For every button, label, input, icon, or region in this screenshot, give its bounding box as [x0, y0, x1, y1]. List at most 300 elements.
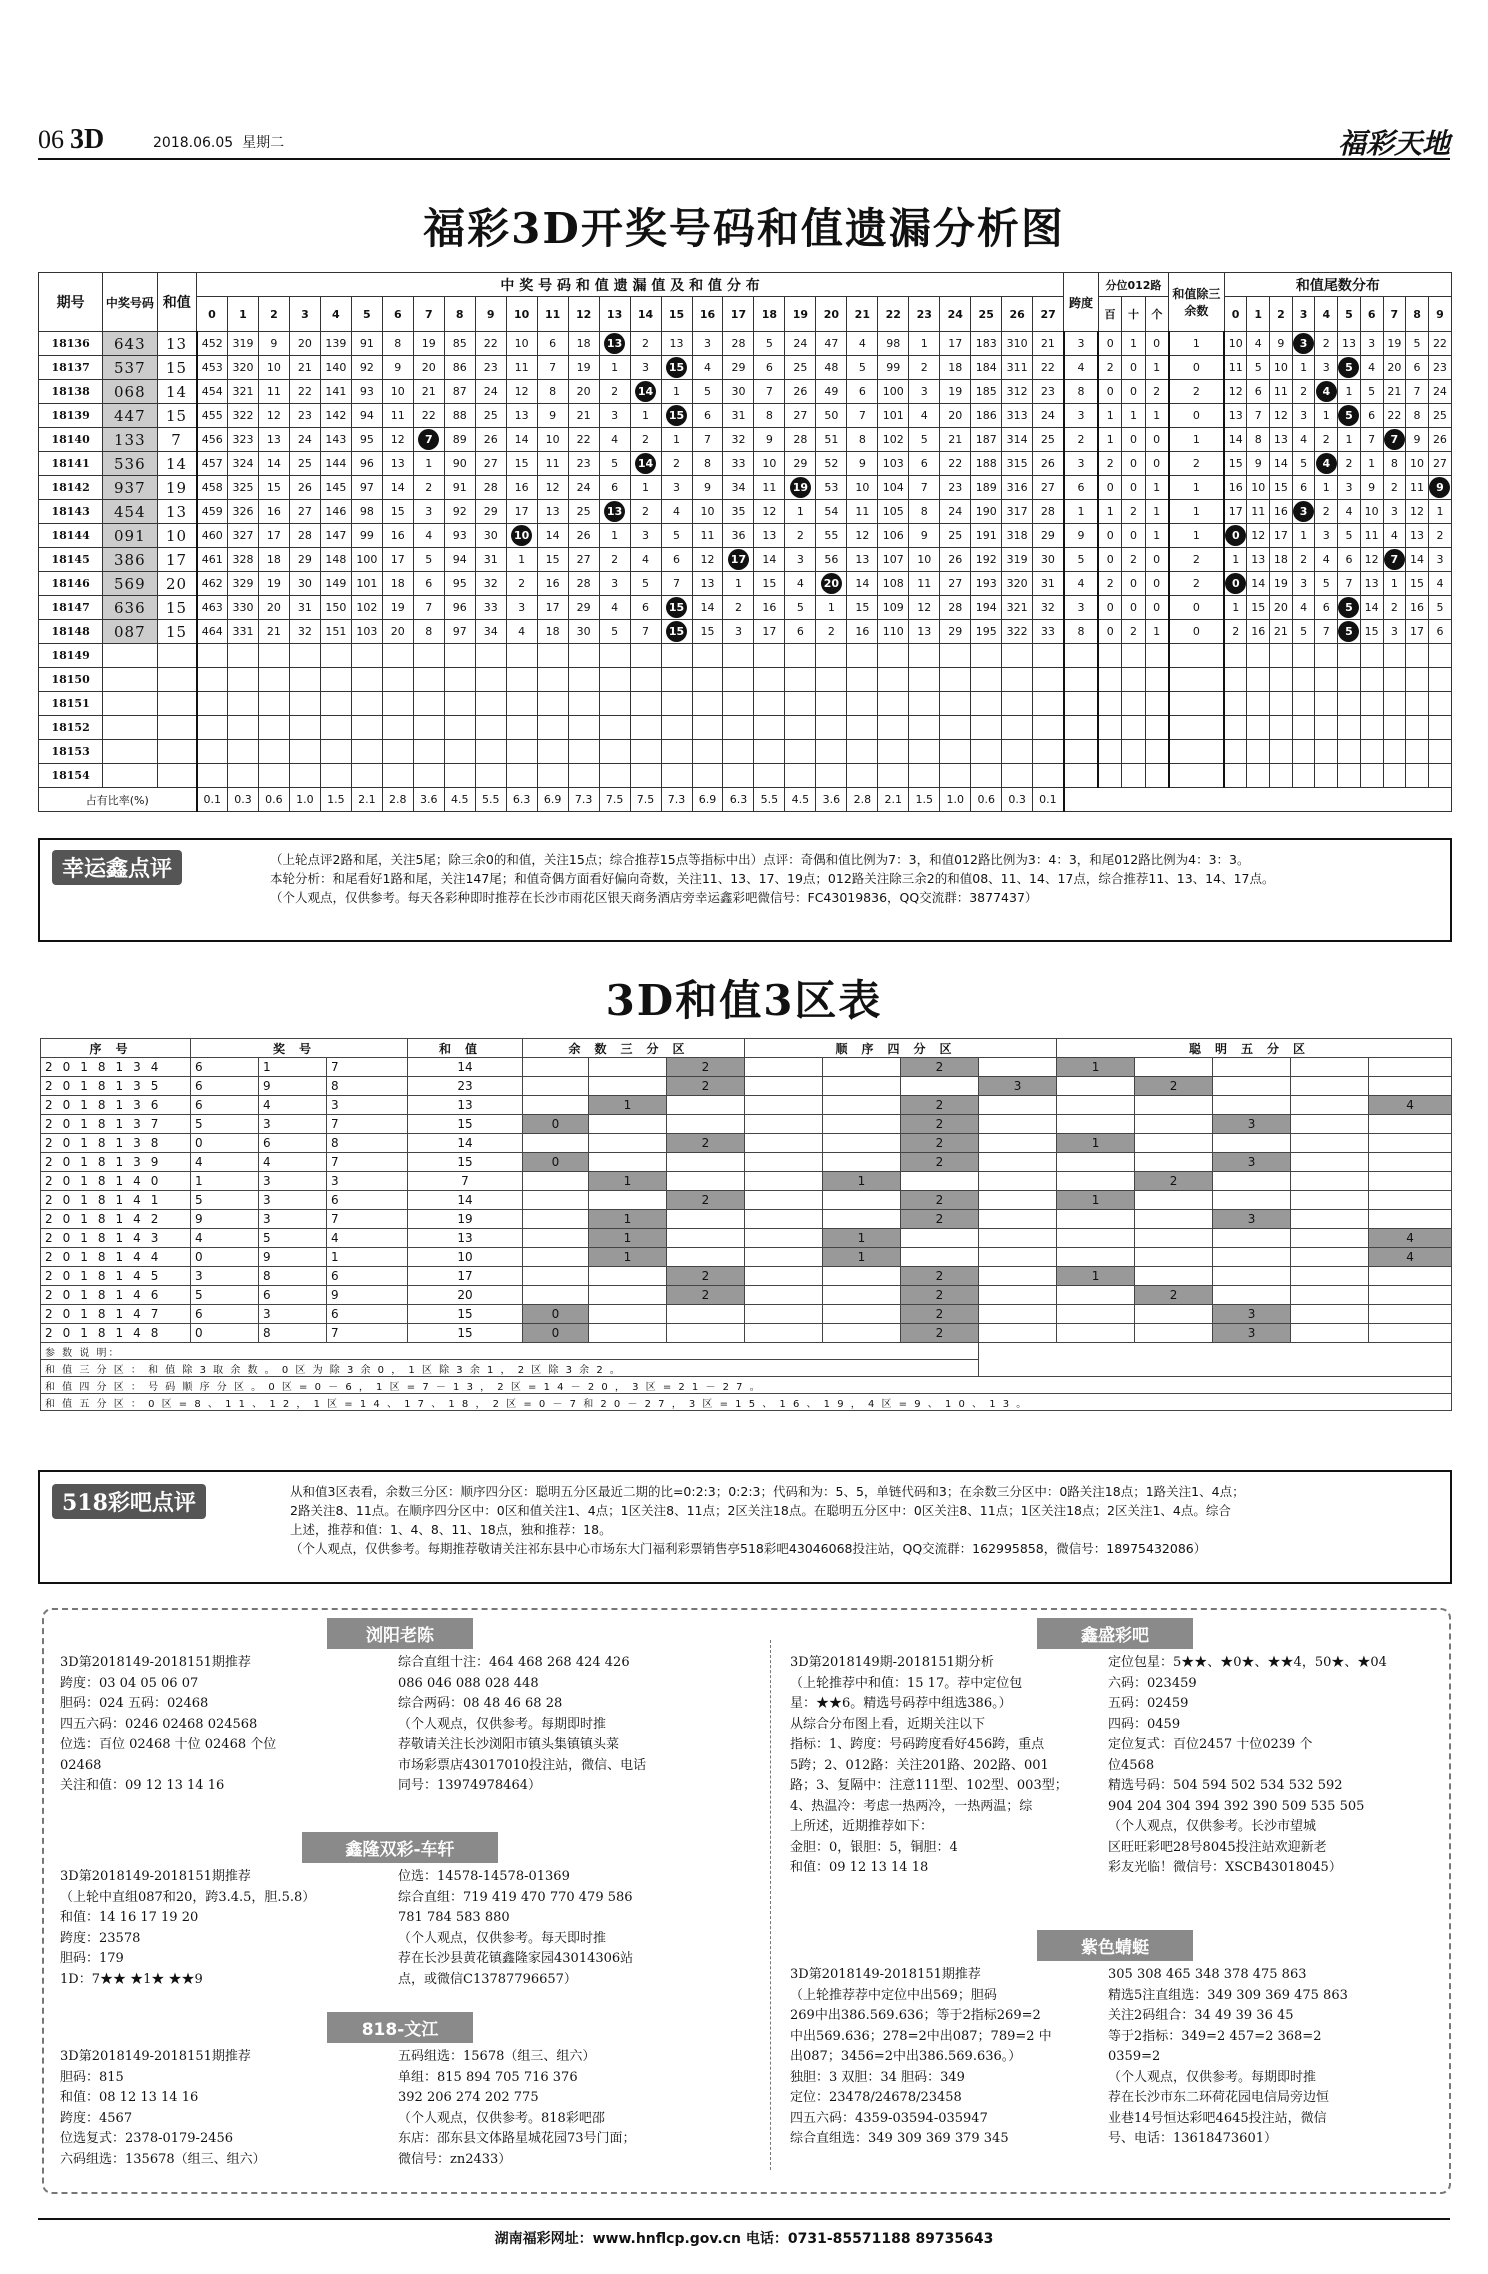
tail-cell [1315, 644, 1338, 668]
pos-cell: 0 [1098, 620, 1121, 644]
comment-line: 点，或微信C13787796657） [398, 1971, 577, 1987]
zone-mark: 2 [901, 1096, 979, 1115]
tail-cell: 3 [1428, 548, 1451, 572]
rec-zise-right [1108, 1965, 1428, 2150]
omission-cell: 1 [661, 428, 692, 452]
zone-empty [589, 1058, 667, 1077]
period-cell: 18137 [39, 356, 103, 380]
zone-digit: 4 [327, 1229, 408, 1248]
tail-ball: 5 [1338, 597, 1359, 618]
zone-empty [1057, 1305, 1135, 1324]
omission-cell: 14 [382, 476, 413, 500]
zone-digit: 3 [327, 1172, 408, 1191]
tail-cell: 19 [1270, 572, 1293, 596]
tail-cell [1428, 476, 1451, 500]
omission-cell: 13 [537, 500, 568, 524]
col-pos-2: 个 [1145, 297, 1168, 332]
tail-cell [1270, 716, 1293, 740]
omission-cell [351, 644, 382, 668]
period-cell: 18136 [39, 332, 103, 356]
zone-digit: 0 [191, 1134, 259, 1153]
ratio-cell: 3.6 [413, 788, 444, 812]
zone-empty [1291, 1248, 1369, 1267]
pos-cell: 1 [1098, 428, 1121, 452]
h-tail: 和值尾数分布 [1224, 273, 1451, 297]
col-sum-5: 5 [351, 297, 382, 332]
omission-cell: 6 [785, 620, 816, 644]
omission-cell: 1 [599, 356, 630, 380]
zone-sum: 13 [408, 1229, 523, 1248]
omission-cell [909, 764, 940, 788]
table-row [39, 332, 1452, 356]
pos-cell: 2 [1098, 452, 1121, 476]
pos-cell [1098, 716, 1121, 740]
comment-line: 精选号码：504 594 502 534 532 592 [1108, 1778, 1343, 1793]
tail-cell [1406, 740, 1429, 764]
sum-ball: 13 [604, 501, 625, 522]
omission-cell: 92 [351, 356, 382, 380]
tail-cell [1428, 692, 1451, 716]
tail-cell: 10 [1224, 332, 1247, 356]
omission-cell: 6 [909, 452, 940, 476]
comment-line: 上述，推荐和值：1、4、8、11、18点，独和推荐：18。 [290, 1522, 612, 1537]
tail-cell: 4 [1338, 500, 1361, 524]
omission-cell: 91 [351, 332, 382, 356]
tail-ball: 5 [1338, 621, 1359, 642]
pos-cell: 0 [1122, 428, 1145, 452]
pos-cell: 1 [1098, 500, 1121, 524]
number-cell [103, 764, 157, 788]
omission-cell: 2 [630, 332, 661, 356]
tail-cell: 10 [1360, 500, 1383, 524]
omission-cell: 318 [1002, 524, 1033, 548]
omission-cell [568, 644, 599, 668]
zone-sum: 14 [408, 1134, 523, 1153]
comment-line: 胆码：179 [60, 1951, 124, 1966]
tail-cell [1224, 764, 1247, 788]
mod3-cell [1169, 668, 1225, 692]
tail-cell: 25 [1428, 404, 1451, 428]
period-cell: 18146 [39, 572, 103, 596]
sum-zone-table [40, 1038, 1452, 1411]
zone-digit: 1 [191, 1172, 259, 1191]
zone-row [41, 1324, 1452, 1343]
omission-cell [847, 740, 878, 764]
omission-cell [971, 692, 1002, 716]
tail-cell [1338, 692, 1361, 716]
omission-cell: 99 [351, 524, 382, 548]
omission-cell: 21 [940, 428, 971, 452]
sum-ball: 20 [821, 573, 842, 594]
tail-cell [1270, 692, 1293, 716]
col-sum-9: 9 [475, 297, 506, 332]
col-sum-14: 14 [630, 297, 661, 332]
zone-empty [979, 1267, 1057, 1286]
sum-cell: 17 [157, 548, 197, 572]
omission-cell: 31 [475, 548, 506, 572]
tail-cell: 4 [1360, 356, 1383, 380]
comment-line: 单组：815 894 705 716 376 [398, 2069, 578, 2085]
omission-cell: 8 [754, 404, 785, 428]
omission-cell: 13 [661, 332, 692, 356]
tail-cell: 5 [1406, 332, 1429, 356]
table-row [39, 644, 1452, 668]
zone-row [41, 1115, 1452, 1134]
comment-line: 四码：0459 [1108, 1716, 1181, 1732]
omission-cell: 464 [197, 620, 228, 644]
omission-cell [197, 764, 228, 788]
pos-cell: 1 [1145, 500, 1168, 524]
table-row [39, 452, 1452, 476]
omission-cell [382, 740, 413, 764]
tail-cell: 2 [1383, 596, 1406, 620]
tail-cell: 2 [1315, 428, 1338, 452]
omission-cell: 151 [320, 620, 351, 644]
zone-empty [667, 1324, 745, 1343]
omission-cell: 17 [940, 332, 971, 356]
tail-cell [1292, 668, 1315, 692]
omission-cell: 2 [785, 524, 816, 548]
comment-line: 五码：02459 [1108, 1696, 1189, 1711]
tail-cell: 5 [1428, 596, 1451, 620]
tail-cell: 2 [1315, 500, 1338, 524]
comment-line: 定位复式：百位2457 十位0239 个 [1108, 1737, 1313, 1752]
omission-cell: 18 [382, 572, 413, 596]
zone-sum: 15 [408, 1153, 523, 1172]
omission-cell: 56 [816, 548, 847, 572]
tail-cell: 5 [1338, 524, 1361, 548]
omission-cell [506, 692, 537, 716]
ratio-label: 占有比率(%) [39, 788, 197, 812]
zone-period: 2018139 [41, 1153, 191, 1172]
omission-cell: 16 [506, 476, 537, 500]
span-cell: 3 [1064, 596, 1099, 620]
zone-row [41, 1229, 1452, 1248]
tail-cell: 13 [1270, 428, 1293, 452]
omission-cell: 102 [878, 428, 909, 452]
zone-mark: 2 [901, 1324, 979, 1343]
zone-digit: 1 [327, 1248, 408, 1267]
omission-cell [785, 764, 816, 788]
omission-cell: 324 [227, 452, 258, 476]
zone-digit: 6 [259, 1134, 327, 1153]
omission-cell: 22 [568, 428, 599, 452]
comment-line: 跨度：23578 [60, 1930, 141, 1946]
omission-cell: 27 [1033, 476, 1064, 500]
zone-empty [1369, 1324, 1452, 1343]
comment-line: 东店：邵东县文体路星城花园73号门面； [398, 2131, 636, 2146]
omission-cell [475, 692, 506, 716]
rec-zise [790, 1930, 1440, 2150]
zone-empty [1135, 1324, 1213, 1343]
omission-cell: 20 [289, 332, 320, 356]
span-cell [1064, 716, 1099, 740]
zone-empty [1369, 1210, 1452, 1229]
omission-cell [227, 692, 258, 716]
omission-cell: 18 [568, 332, 599, 356]
tail-cell: 6 [1360, 404, 1383, 428]
tail-cell: 12 [1406, 500, 1429, 524]
zone-mark: 2 [901, 1191, 979, 1210]
omission-cell: 19 [413, 332, 444, 356]
comment-line: 02468 [60, 1757, 102, 1773]
omission-cell [847, 644, 878, 668]
col-sum-24: 24 [940, 297, 971, 332]
zone-mark: 4 [1369, 1248, 1452, 1267]
zone-empty [523, 1286, 589, 1305]
sum-cell: 15 [157, 596, 197, 620]
zone-empty [1057, 1172, 1135, 1191]
col-sum-12: 12 [568, 297, 599, 332]
omission-cell [382, 668, 413, 692]
zone-mark: 2 [667, 1077, 745, 1096]
zone-empty [745, 1191, 823, 1210]
ratio-cell: 2.8 [382, 788, 413, 812]
omission-cell: 5 [599, 620, 630, 644]
omission-cell [971, 668, 1002, 692]
omission-cell [568, 668, 599, 692]
zone-digit: 6 [327, 1305, 408, 1324]
zone-empty [823, 1134, 901, 1153]
omission-cell [599, 332, 630, 356]
omission-cell: 9 [847, 452, 878, 476]
omission-cell: 26 [785, 380, 816, 404]
omission-cell: 104 [878, 476, 909, 500]
zone-empty [823, 1210, 901, 1229]
tail-cell: 1 [1292, 524, 1315, 548]
omission-cell [940, 740, 971, 764]
omission-cell [785, 644, 816, 668]
issue-date: 2018.06.05 星期二 [153, 135, 285, 151]
omission-cell [568, 692, 599, 716]
tail-cell: 8 [1383, 452, 1406, 476]
tail-cell: 5 [1292, 452, 1315, 476]
title-zone-table: 3D和值3区表 [605, 976, 883, 1025]
col-sum-6: 6 [382, 297, 413, 332]
omission-cell: 143 [320, 428, 351, 452]
span-cell: 5 [1064, 548, 1099, 572]
omission-cell: 15 [506, 452, 537, 476]
ratio-cell: 0.3 [227, 788, 258, 812]
omission-cell: 11 [506, 356, 537, 380]
zone-digit: 6 [259, 1286, 327, 1305]
omission-cell: 313 [1002, 404, 1033, 428]
rec-zise-left [790, 1965, 1100, 2150]
zone-empty [979, 1058, 1057, 1077]
omission-cell [847, 764, 878, 788]
tail-cell: 13 [1247, 548, 1270, 572]
pos-cell: 2 [1145, 380, 1168, 404]
tail-cell [1292, 692, 1315, 716]
tail-cell: 3 [1338, 476, 1361, 500]
zone-period: 2018140 [41, 1172, 191, 1191]
zone-empty [823, 1058, 901, 1077]
omission-cell: 32 [1033, 596, 1064, 620]
zone-row [41, 1077, 1452, 1096]
zone-mark: 2 [667, 1191, 745, 1210]
omission-cell [847, 692, 878, 716]
zone-empty [823, 1153, 901, 1172]
comment-line: 392 206 274 202 775 [398, 2090, 539, 2105]
omission-cell: 27 [940, 572, 971, 596]
omission-cell: 10 [847, 476, 878, 500]
tail-cell: 2 [1428, 524, 1451, 548]
tail-cell [1360, 716, 1383, 740]
col-sum-17: 17 [723, 297, 754, 332]
omission-cell [630, 452, 661, 476]
tail-cell: 6 [1315, 596, 1338, 620]
omission-cell [537, 716, 568, 740]
sum-ball: 7 [418, 429, 439, 450]
omission-cell: 452 [197, 332, 228, 356]
omission-cell [537, 740, 568, 764]
zone-empty [667, 1172, 745, 1191]
zone-mark: 3 [1213, 1324, 1291, 1343]
pos-cell: 2 [1122, 548, 1145, 572]
tail-cell: 7 [1406, 380, 1429, 404]
comment-line: 和值：08 12 13 14 16 [60, 2090, 199, 2105]
tail-cell: 13 [1224, 404, 1247, 428]
comment-line: 上所述，近期推荐如下： [790, 1819, 934, 1834]
tail-cell: 3 [1315, 356, 1338, 380]
omission-cell: 315 [1002, 452, 1033, 476]
zone-digit: 8 [327, 1134, 408, 1153]
notes-empty [979, 1343, 1452, 1377]
omission-cell [413, 716, 444, 740]
omission-cell: 2 [630, 500, 661, 524]
omission-cell: 14 [506, 428, 537, 452]
zone-digit: 6 [191, 1305, 259, 1324]
tail-cell: 5 [1360, 380, 1383, 404]
comment-line: 荐在长沙市东二环荷花园电信局旁边恒 [1108, 2090, 1330, 2105]
comment-line: 305 308 465 348 378 475 863 [1108, 1967, 1307, 1982]
sum-cell: 14 [157, 452, 197, 476]
table-row [39, 764, 1452, 788]
omission-cell: 1 [661, 380, 692, 404]
tail-ball: 0 [1225, 573, 1246, 594]
omission-cell: 22 [940, 452, 971, 476]
omission-cell: 3 [692, 332, 723, 356]
zone-empty [1213, 1172, 1291, 1191]
omission-cell: 311 [1002, 356, 1033, 380]
omission-cell: 28 [475, 476, 506, 500]
omission-cell [971, 740, 1002, 764]
zone-empty [1291, 1267, 1369, 1286]
pos-cell: 2 [1122, 620, 1145, 644]
tail-cell [1338, 620, 1361, 644]
omission-cell [630, 692, 661, 716]
span-cell [1064, 692, 1099, 716]
zone-sum: 15 [408, 1115, 523, 1134]
tail-cell [1428, 764, 1451, 788]
omission-cell [258, 668, 289, 692]
omission-cell: 11 [754, 476, 785, 500]
omission-cell: 3 [909, 380, 940, 404]
zone-period: 2018137 [41, 1115, 191, 1134]
omission-cell: 14 [258, 452, 289, 476]
tail-cell [1360, 668, 1383, 692]
zone-empty [589, 1115, 667, 1134]
zone-period: 2018135 [41, 1077, 191, 1096]
sum-ball: 15 [666, 621, 687, 642]
omission-cell: 10 [506, 332, 537, 356]
comment-line: 同号：13974978464） [398, 1778, 541, 1793]
span-cell: 2 [1064, 428, 1099, 452]
col-tail-6: 6 [1360, 297, 1383, 332]
omission-cell: 11 [692, 524, 723, 548]
tail-cell [1338, 644, 1361, 668]
ratio-cell: 0.1 [1033, 788, 1064, 812]
omission-cell: 32 [475, 572, 506, 596]
omission-cell [1002, 740, 1033, 764]
mod3-cell [1169, 740, 1225, 764]
omission-cell: 191 [971, 524, 1002, 548]
omission-cell: 15 [258, 476, 289, 500]
omission-cell: 48 [816, 356, 847, 380]
mod3-cell [1169, 692, 1225, 716]
omission-cell: 103 [878, 452, 909, 476]
span-cell [1064, 668, 1099, 692]
number-cell: 537 [103, 356, 157, 380]
pos-cell: 0 [1122, 524, 1145, 548]
omission-cell: 319 [1002, 548, 1033, 572]
omission-cell: 12 [847, 524, 878, 548]
tail-cell: 18 [1270, 548, 1293, 572]
col-tail-5: 5 [1338, 297, 1361, 332]
rec-wenjiang-left [60, 2047, 390, 2170]
omission-cell: 98 [351, 500, 382, 524]
zone-mark: 2 [901, 1115, 979, 1134]
omission-cell [289, 668, 320, 692]
zone-empty [745, 1115, 823, 1134]
comment-box-2 [38, 1470, 1452, 1584]
col-sum-21: 21 [847, 297, 878, 332]
comment-line: 从和值3区表看，余数三分区：顺序四分区：聪明五分区最近二期的比=0:2:3；0:2:3；代码和为：5、5，单链代码和3；在余数三分区中：0路关注18点；1路关注1、4点； [290, 1484, 1245, 1499]
omission-cell: 17 [537, 596, 568, 620]
zone-row [41, 1248, 1452, 1267]
h-mod3: 和值除三余数 [1169, 273, 1225, 332]
mod3-cell: 2 [1169, 548, 1225, 572]
omission-cell: 32 [289, 620, 320, 644]
omission-cell: 13 [258, 428, 289, 452]
tail-cell: 4 [1383, 524, 1406, 548]
ratio-cell: 4.5 [785, 788, 816, 812]
h2-z4: 顺序四分区 [745, 1039, 1057, 1058]
omission-cell [1033, 764, 1064, 788]
comment-line: 综合直组：719 419 470 770 479 586 [398, 1889, 633, 1905]
zone-empty [589, 1286, 667, 1305]
omission-cell [320, 740, 351, 764]
omission-cell: 149 [320, 572, 351, 596]
tail-cell [1315, 692, 1338, 716]
span-cell: 3 [1064, 332, 1099, 356]
omission-cell: 150 [320, 596, 351, 620]
omission-cell [351, 716, 382, 740]
omission-cell [413, 764, 444, 788]
omission-cell: 55 [816, 524, 847, 548]
omission-cell: 5 [754, 332, 785, 356]
col-tail-8: 8 [1406, 297, 1429, 332]
tail-cell [1270, 764, 1293, 788]
zone-mark: 1 [589, 1096, 667, 1115]
col-tail-0: 0 [1224, 297, 1247, 332]
zone-empty [1057, 1153, 1135, 1172]
zone-period: 2018146 [41, 1286, 191, 1305]
omission-cell [971, 764, 1002, 788]
omission-cell: 28 [785, 428, 816, 452]
omission-cell [599, 716, 630, 740]
comment-line: 胆码：024 五码：02468 [60, 1696, 209, 1711]
